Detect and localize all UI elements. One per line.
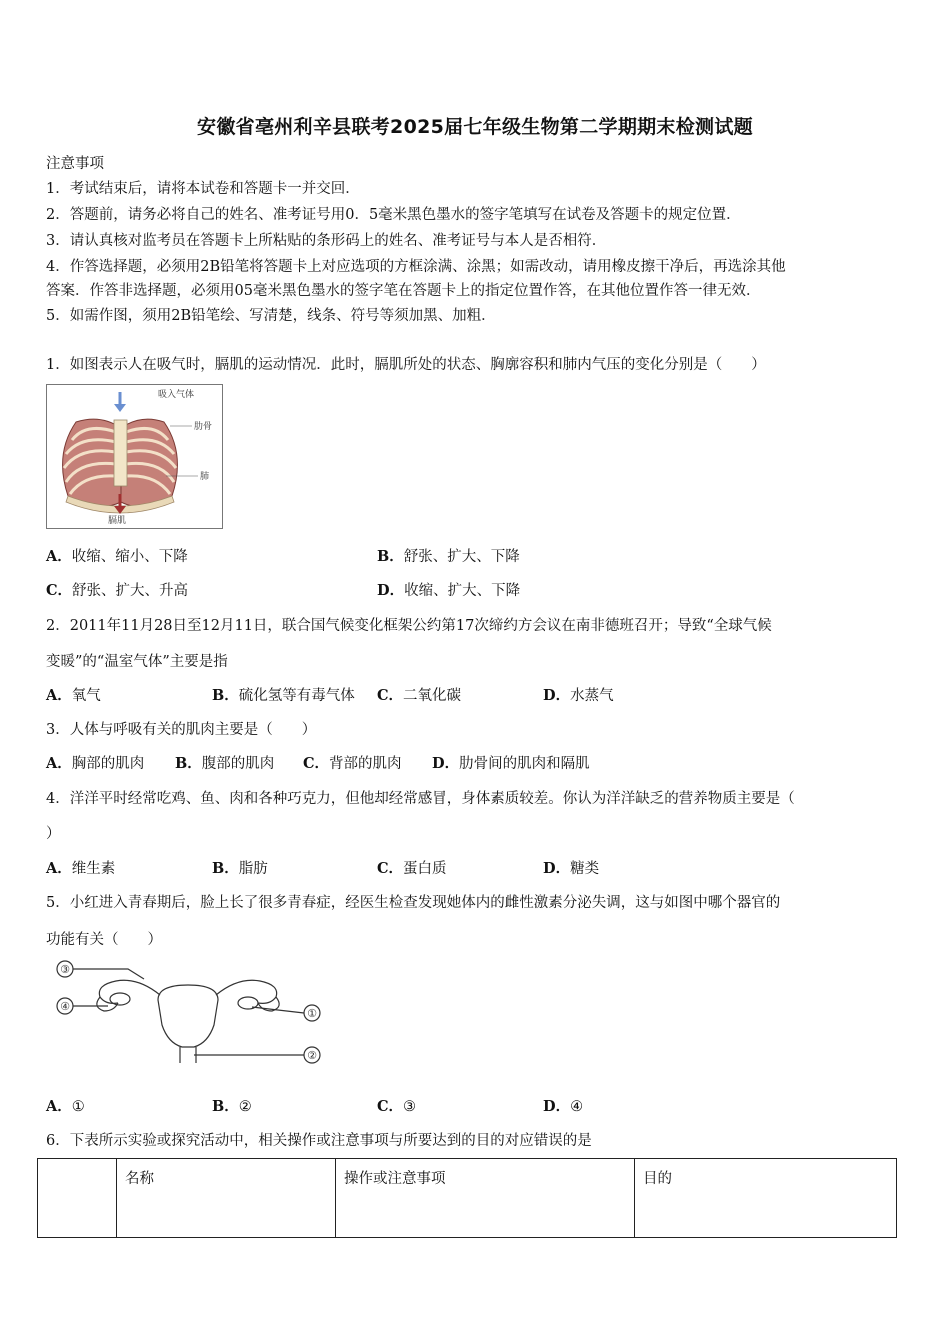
option-letter: B． [212, 687, 239, 704]
label-rib: 肋骨 [194, 422, 213, 432]
option-text: 舒张、扩大、升高 [72, 583, 189, 599]
q4-option-c[interactable] [377, 857, 447, 878]
option-letter: C． [377, 687, 404, 704]
option-text: 收缩、缩小、下降 [71, 549, 188, 565]
option-letter: D． [543, 687, 571, 704]
table-header-cell: 操作或注意事项 [336, 1159, 635, 1238]
notice-item: 4．作答选择题，必须用2B铅笔将答题卡上对应选项的方框涂满、涂黑；如需改动，请用橡皮擦干净后，再选涂其他 [46, 259, 786, 275]
table-header-cell: 名称 [117, 1159, 336, 1238]
option-text: 水蒸气 [570, 688, 614, 704]
option-text: 维生素 [71, 861, 116, 877]
option-text: 胸部的肌肉 [71, 756, 145, 772]
q5-option-b[interactable] [212, 1095, 252, 1116]
option-letter: D． [377, 582, 405, 599]
q3-stem: 3．人体与呼吸有关的肌肉主要是（ ） [46, 722, 317, 738]
q6-table [37, 1158, 897, 1238]
option-letter: B． [212, 1098, 239, 1115]
notice-heading: 注意事项 [46, 156, 104, 172]
label-inhaled-air: 吸入气体 [158, 390, 195, 400]
label-1: ① [307, 1007, 317, 1020]
option-text: 肋骨间的肌肉和隔肌 [459, 756, 590, 772]
q5-stem-line1: 5．小红进入青春期后，脸上长了很多青春症，经医生检查发现她体内的雌性激素分泌失调，这与如图中哪个器官的 [46, 895, 781, 911]
q1-option-d[interactable] [377, 579, 520, 600]
option-text: 收缩、扩大、下降 [404, 583, 521, 599]
table-header-cell: 目的 [635, 1159, 897, 1238]
option-letter: A． [46, 548, 72, 565]
thorax-diagram [46, 384, 223, 529]
option-text: 脂肪 [238, 861, 268, 877]
option-letter: D． [543, 1098, 571, 1115]
q4-option-a[interactable] [46, 857, 115, 878]
q4-stem-line1: 4．洋洋平时经常吃鸡、鱼、肉和各种巧克力，但他却经常感冒，身体素质较差。你认为洋洋缺乏的营养物质主要是（ [46, 791, 795, 807]
q4-option-d[interactable] [543, 857, 599, 878]
q3-option-a[interactable] [46, 752, 144, 773]
q4-stem-line2: ） [46, 826, 61, 842]
option-text: ① [71, 1099, 85, 1115]
q1-option-b[interactable] [377, 545, 520, 566]
option-text: 糖类 [570, 861, 600, 877]
q1-stem: 1．如图表示人在吸气时，膈肌的运动情况．此时，膈肌所处的状态、胸廓容积和肺内气压的变化分别是（ ） [46, 357, 766, 373]
option-letter: B． [175, 755, 202, 772]
label-4: ④ [60, 1000, 70, 1013]
option-letter: C． [377, 1098, 404, 1115]
q1-option-a[interactable] [46, 545, 188, 566]
q2-stem-line2: 变暖”的“温室气体”主要是指 [46, 654, 228, 670]
option-text: 二氧化碳 [403, 688, 462, 704]
q1-option-c[interactable] [46, 579, 188, 600]
page-title: 安徽省亳州利辛县联考2025届七年级生物第二学期期末检测试题 [197, 116, 753, 138]
label-diaphragm: 膈肌 [108, 516, 127, 526]
option-letter: C． [46, 582, 73, 599]
option-letter: D． [543, 860, 571, 877]
q3-option-d[interactable] [432, 752, 590, 773]
option-letter: B． [212, 860, 239, 877]
notice-item: 3．请认真核对监考员在答题卡上所粘贴的条形码上的姓名、准考证号与本人是否相符． [46, 233, 607, 249]
label-2: ② [307, 1049, 317, 1062]
option-text: ④ [570, 1099, 584, 1115]
q3-option-c[interactable] [303, 752, 402, 773]
q5-uterus-figure [48, 955, 328, 1070]
option-letter: A． [46, 1098, 72, 1115]
q5-option-d[interactable] [543, 1095, 583, 1116]
q2-option-a[interactable] [46, 684, 101, 705]
notice-item: 1．考试结束后，请将本试卷和答题卡一并交回． [46, 181, 360, 197]
label-lung: 肺 [200, 472, 210, 482]
reproductive-organs-diagram [48, 955, 328, 1070]
q2-option-b[interactable] [212, 684, 355, 705]
q3-option-b[interactable] [175, 752, 274, 773]
q2-option-c[interactable] [377, 684, 461, 705]
notice-item: 2．答题前，请务必将自己的姓名、准考证号用0．5毫米黑色墨水的签字笔填写在试卷及答题卡的规定位置． [46, 207, 741, 223]
option-text: 氧气 [71, 688, 101, 704]
q5-stem-line2: 功能有关（ ） [46, 932, 162, 948]
q6-stem: 6．下表所示实验或探究活动中，相关操作或注意事项与所要达到的目的对应错误的是 [46, 1133, 592, 1149]
option-text: 背部的肌肉 [329, 756, 402, 772]
q2-option-d[interactable] [543, 684, 614, 705]
q5-option-c[interactable] [377, 1095, 416, 1116]
option-letter: A． [46, 860, 72, 877]
option-letter: B． [377, 548, 404, 565]
notice-item: 5．如需作图，须用2B铅笔绘、写清楚，线条、符号等须加黑、加粗． [46, 308, 496, 324]
q4-option-b[interactable] [212, 857, 268, 878]
option-letter: A． [46, 755, 72, 772]
q5-option-a[interactable] [46, 1095, 85, 1116]
option-text: ② [238, 1099, 252, 1115]
label-3: ③ [60, 963, 70, 976]
option-text: 蛋白质 [403, 861, 447, 877]
option-letter: A． [46, 687, 72, 704]
option-letter: C． [303, 755, 330, 772]
option-text: 硫化氢等有毒气体 [238, 688, 355, 704]
option-text: 腹部的肌肉 [201, 756, 275, 772]
notice-item: 答案．作答非选择题，必须用05毫米黑色墨水的签字笔在答题卡上的指定位置作答，在其他位置作答一律无效． [46, 283, 761, 299]
option-letter: D． [432, 755, 460, 772]
table-header-cell [38, 1159, 117, 1238]
table-row [38, 1159, 897, 1238]
option-letter: C． [377, 860, 404, 877]
q2-stem-line1: 2．2011年11月28日至12月11日，联合国气候变化框架公约第17次缔约方会议在南非德班召开；导致“全球气候 [46, 618, 772, 634]
q1-thorax-figure [46, 384, 223, 529]
option-text: ③ [403, 1099, 417, 1115]
option-text: 舒张、扩大、下降 [403, 549, 520, 565]
